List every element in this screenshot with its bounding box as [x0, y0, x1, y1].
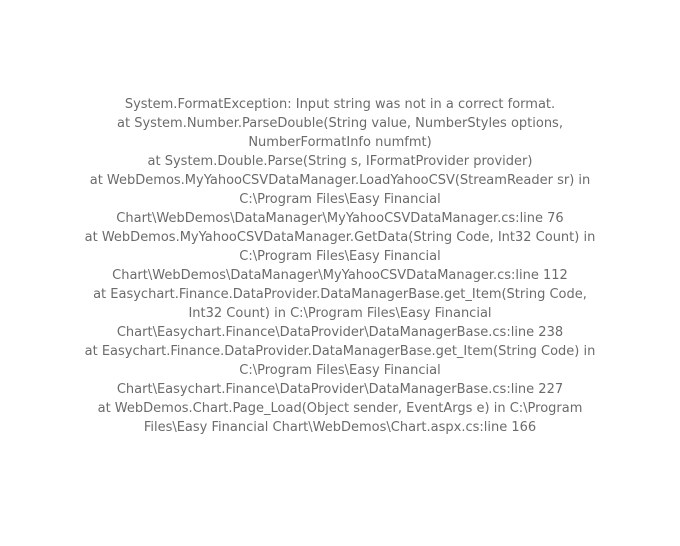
- stack-trace-line: Chart\Easychart.Finance\DataProvider\DataManagerBase.cs:line 238: [116, 325, 564, 340]
- stack-trace-line: at WebDemos.Chart.Page_Load(Object sender, EventArgs e) in C:\Program: [97, 401, 583, 416]
- stack-trace-line: Chart\Easychart.Finance\DataProvider\DataManagerBase.cs:line 227: [116, 382, 564, 397]
- stack-trace-line: NumberFormatInfo numfmt): [248, 135, 432, 150]
- stack-trace-line: at Easychart.Finance.DataProvider.DataManagerBase.get_Item(String Code,: [93, 287, 587, 302]
- stack-trace-line: Chart\WebDemos\DataManager\MyYahooCSVDataManager.cs:line 112: [112, 268, 568, 283]
- stack-trace-line: at WebDemos.MyYahooCSVDataManager.LoadYahooCSV(StreamReader sr) in: [89, 173, 591, 188]
- stack-trace-line: Int32 Count) in C:\Program Files\Easy Financial: [188, 306, 492, 321]
- stack-trace-line: C:\Program Files\Easy Financial: [239, 249, 441, 264]
- stack-trace-line: System.FormatException: Input string was not in a correct format.: [124, 97, 556, 112]
- stack-trace-line: at System.Double.Parse(String s, IFormatProvider provider): [147, 154, 533, 169]
- stack-trace-line: C:\Program Files\Easy Financial: [239, 363, 441, 378]
- stack-trace-line: at System.Number.ParseDouble(String value, NumberStyles options,: [117, 116, 563, 131]
- stack-trace-line: at WebDemos.MyYahooCSVDataManager.GetData(String Code, Int32 Count) in: [84, 230, 596, 245]
- exception-stack-trace: [0, 95, 680, 437]
- stack-trace-line: C:\Program Files\Easy Financial: [239, 192, 441, 207]
- stack-trace-line: at Easychart.Finance.DataProvider.DataManagerBase.get_Item(String Code) in: [84, 344, 596, 359]
- stack-trace-line: Chart\WebDemos\DataManager\MyYahooCSVDataManager.cs:line 76: [116, 211, 564, 226]
- stack-trace-line: Files\Easy Financial Chart\WebDemos\Chart.aspx.cs:line 166: [143, 420, 537, 435]
